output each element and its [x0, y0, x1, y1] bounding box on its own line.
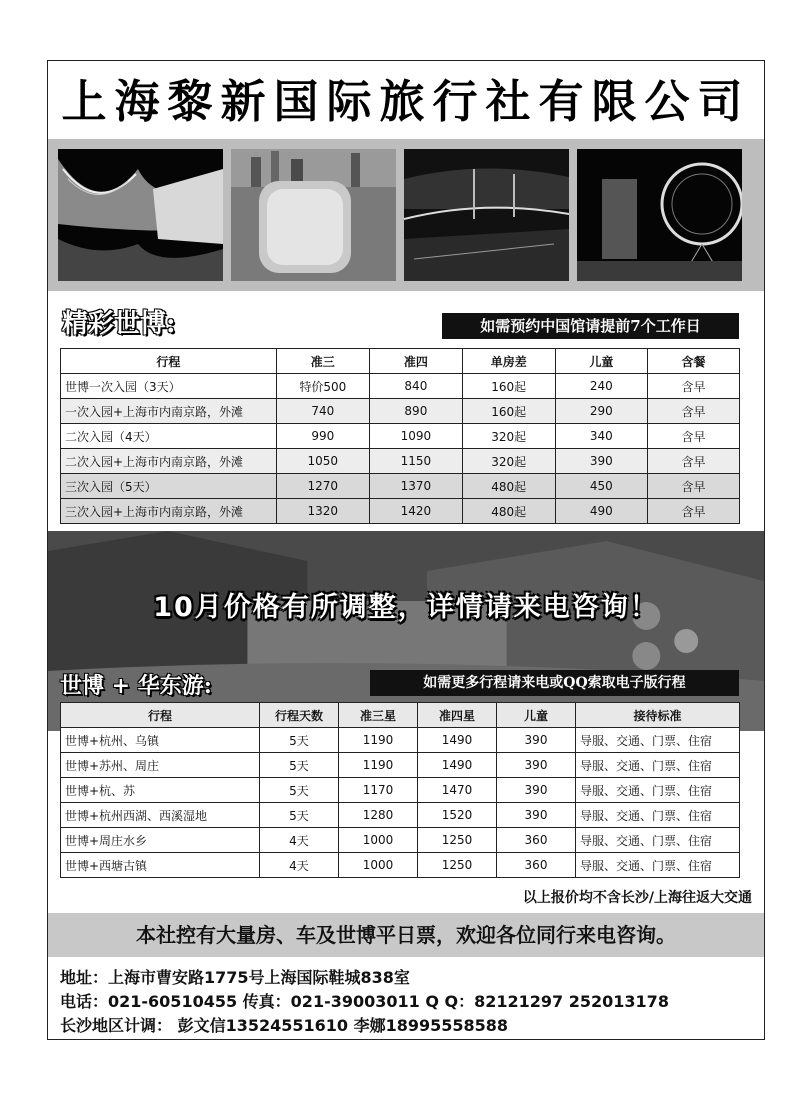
- price-cell: 1470: [418, 778, 497, 803]
- east-china-note: 如需更多行程请来电或QQ索取电子版行程: [370, 670, 739, 696]
- days-cell: 5天: [260, 753, 339, 778]
- expo-price-table: [60, 348, 740, 524]
- meal-cell: 含早: [648, 474, 740, 499]
- east-china-price-table: [60, 702, 740, 878]
- price-cell: 390: [497, 803, 576, 828]
- price-cell: 990: [276, 424, 369, 449]
- price-disclaimer: 以上报价均不含长沙/上海往返大交通: [522, 890, 752, 906]
- col-header: 行程: [61, 703, 260, 728]
- flyer: [47, 60, 765, 1040]
- price-cell: 360: [497, 853, 576, 878]
- meal-cell: 含早: [648, 399, 740, 424]
- table-row: [61, 499, 740, 524]
- price-cell: 490: [555, 499, 648, 524]
- phone-line: 电话：021-60510455 传真：021-39003011 Q Q：82121297 252013178: [60, 992, 669, 1011]
- ferris-wheel-photo: [577, 149, 742, 281]
- expo-pavilion-photo: [58, 149, 223, 281]
- route-cell: 一次入园+上海市内南京路，外滩: [61, 399, 277, 424]
- price-cell: 450: [555, 474, 648, 499]
- col-header: 儿童: [497, 703, 576, 728]
- route-cell: 世博+苏州、周庄: [61, 753, 260, 778]
- service-cell: 导服、交通、门票、住宿: [576, 778, 740, 803]
- days-cell: 4天: [260, 853, 339, 878]
- price-cell: 1190: [339, 728, 418, 753]
- price-cell: 1250: [418, 853, 497, 878]
- price-cell: 1050: [276, 449, 369, 474]
- meal-cell: 含早: [648, 449, 740, 474]
- price-cell: 1270: [276, 474, 369, 499]
- table-row: [61, 399, 740, 424]
- expo-section-title: 精彩世博:: [62, 309, 176, 339]
- meal-cell: 含早: [648, 499, 740, 524]
- price-adjustment-headline: 10月价格有所调整，详情请来电咨询！: [153, 592, 659, 623]
- table-row: [61, 753, 740, 778]
- price-cell: 1520: [418, 803, 497, 828]
- service-cell: 导服、交通、门票、住宿: [576, 803, 740, 828]
- price-cell: 360: [497, 828, 576, 853]
- col-header: 准三星: [339, 703, 418, 728]
- col-header: 行程: [61, 349, 277, 374]
- price-cell: 890: [369, 399, 462, 424]
- changsha-contact-line: 长沙地区计调： 彭文信13524551610 李娜18995558588: [60, 1016, 509, 1035]
- price-cell: 1000: [339, 853, 418, 878]
- table-row: [61, 424, 740, 449]
- col-header: 行程天数: [260, 703, 339, 728]
- table-row: [61, 449, 740, 474]
- meal-cell: 含早: [648, 374, 740, 399]
- price-cell: 390: [497, 728, 576, 753]
- price-cell: 290: [555, 399, 648, 424]
- col-header: 准四星: [418, 703, 497, 728]
- route-cell: 世博+杭、苏: [61, 778, 260, 803]
- table-row: [61, 828, 740, 853]
- price-cell: 240: [555, 374, 648, 399]
- service-cell: 导服、交通、门票、住宿: [576, 828, 740, 853]
- route-cell: 二次入园+上海市内南京路，外滩: [61, 449, 277, 474]
- price-cell: 1150: [369, 449, 462, 474]
- price-cell: 740: [276, 399, 369, 424]
- price-cell: 480起: [462, 499, 555, 524]
- route-cell: 世博+西塘古镇: [61, 853, 260, 878]
- route-cell: 二次入园（4天）: [61, 424, 277, 449]
- night-bridge-photo: [404, 149, 569, 281]
- col-header: 含餐: [648, 349, 740, 374]
- price-cell: 390: [555, 449, 648, 474]
- price-cell: 1370: [369, 474, 462, 499]
- east-china-section-title: 世博 + 华东游:: [60, 673, 212, 699]
- table-row: [61, 803, 740, 828]
- col-header: 准三: [276, 349, 369, 374]
- price-cell: 特价500: [276, 374, 369, 399]
- price-cell: 320起: [462, 449, 555, 474]
- price-cell: 840: [369, 374, 462, 399]
- price-cell: 390: [497, 778, 576, 803]
- service-cell: 导服、交通、门票、住宿: [576, 753, 740, 778]
- table-row: [61, 778, 740, 803]
- photo-strip: [48, 139, 764, 291]
- promo-banner: 本社控有大量房、车及世博平日票，欢迎各位同行来电咨询。: [48, 913, 764, 957]
- price-cell: 1420: [369, 499, 462, 524]
- price-cell: 1000: [339, 828, 418, 853]
- route-cell: 世博+杭州、乌镇: [61, 728, 260, 753]
- route-cell: 三次入园+上海市内南京路，外滩: [61, 499, 277, 524]
- price-cell: 1490: [418, 753, 497, 778]
- route-cell: 世博+杭州西湖、西溪湿地: [61, 803, 260, 828]
- price-cell: 340: [555, 424, 648, 449]
- col-header: 准四: [369, 349, 462, 374]
- days-cell: 5天: [260, 778, 339, 803]
- price-cell: 1490: [418, 728, 497, 753]
- col-header: 接待标准: [576, 703, 740, 728]
- expo-booking-note: 如需预约中国馆请提前7个工作日: [442, 313, 739, 339]
- table-row: [61, 474, 740, 499]
- route-cell: 世博一次入园（3天）: [61, 374, 277, 399]
- days-cell: 4天: [260, 828, 339, 853]
- route-cell: 三次入园（5天）: [61, 474, 277, 499]
- table-row: [61, 374, 740, 399]
- address-line: 地址：上海市曹安路1775号上海国际鞋城838室: [60, 968, 410, 987]
- water-town-photo: [48, 531, 764, 731]
- price-cell: 1320: [276, 499, 369, 524]
- days-cell: 5天: [260, 728, 339, 753]
- price-cell: 1190: [339, 753, 418, 778]
- price-cell: 1170: [339, 778, 418, 803]
- price-cell: 480起: [462, 474, 555, 499]
- table-row: [61, 728, 740, 753]
- price-cell: 160起: [462, 399, 555, 424]
- route-cell: 世博+周庄水乡: [61, 828, 260, 853]
- meal-cell: 含早: [648, 424, 740, 449]
- col-header: 儿童: [555, 349, 648, 374]
- price-cell: 390: [497, 753, 576, 778]
- table-row: [61, 853, 740, 878]
- service-cell: 导服、交通、门票、住宿: [576, 728, 740, 753]
- price-cell: 1250: [418, 828, 497, 853]
- days-cell: 5天: [260, 803, 339, 828]
- col-header: 单房差: [462, 349, 555, 374]
- price-cell: 1280: [339, 803, 418, 828]
- price-cell: 320起: [462, 424, 555, 449]
- price-cell: 1090: [369, 424, 462, 449]
- uk-pavilion-photo: [231, 149, 396, 281]
- price-cell: 160起: [462, 374, 555, 399]
- company-name: 上海黎新国际旅行社有限公司: [61, 75, 751, 128]
- service-cell: 导服、交通、门票、住宿: [576, 853, 740, 878]
